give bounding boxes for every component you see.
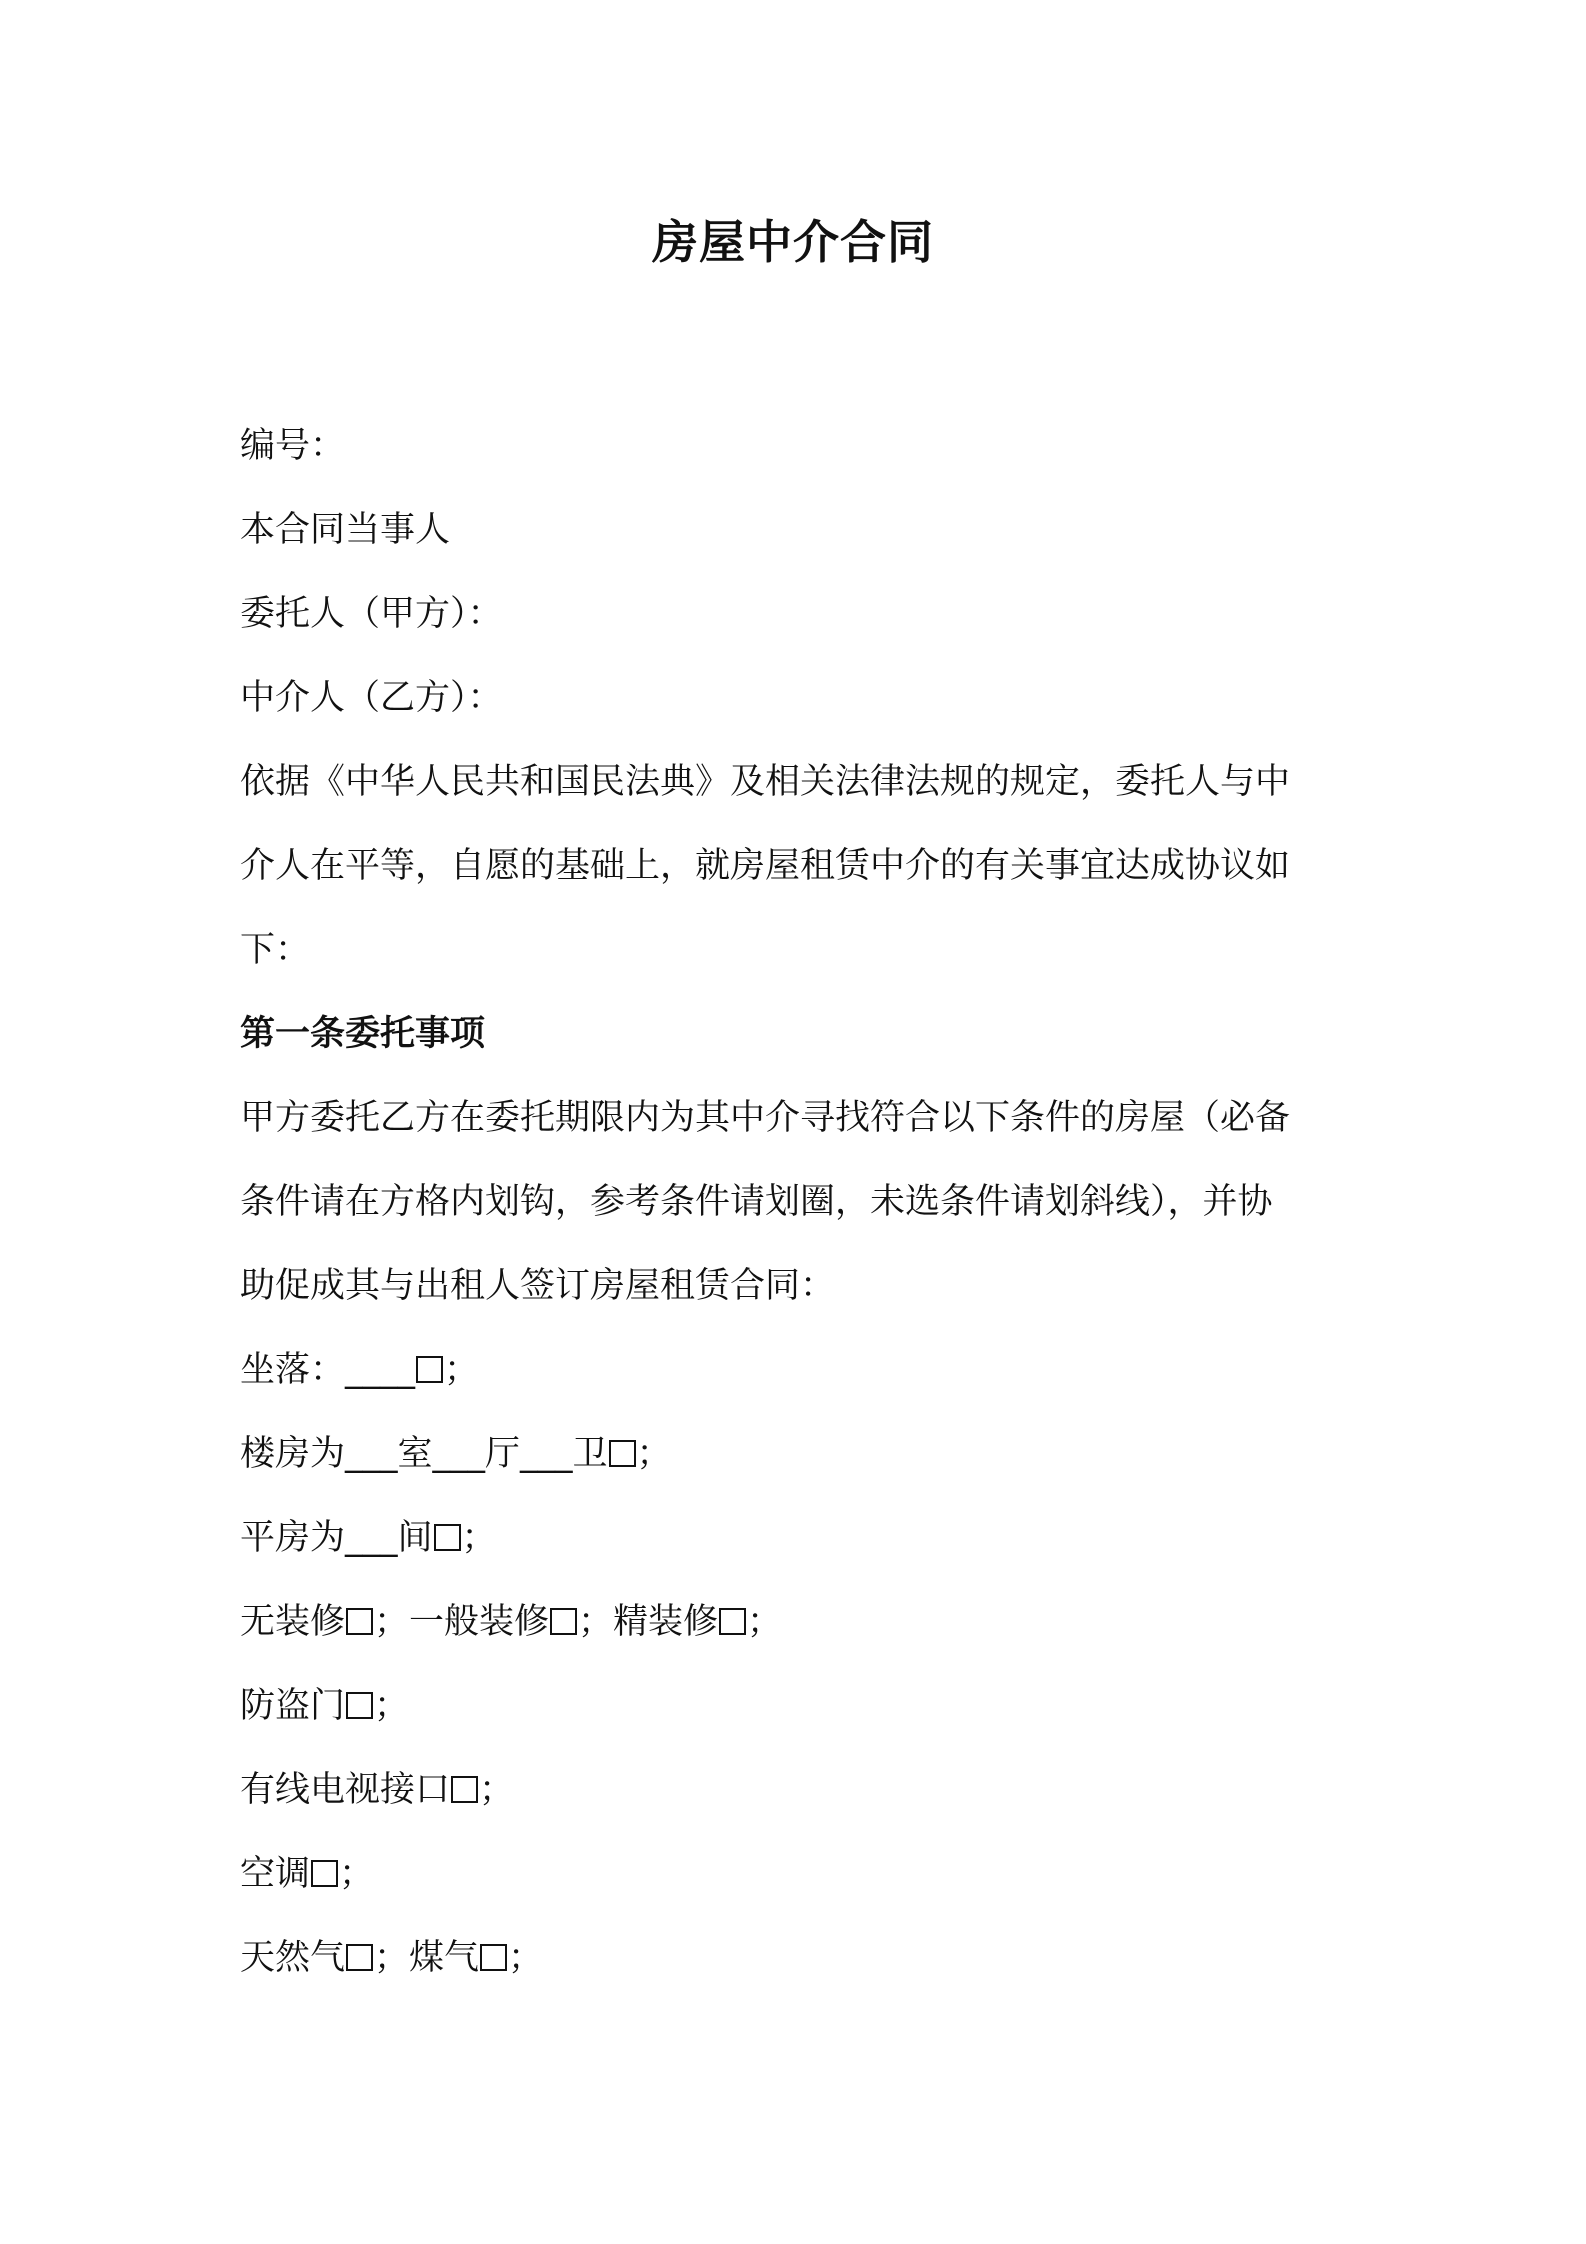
document-line: 编号： — [240, 426, 346, 466]
option-checkbox[interactable] — [416, 1356, 443, 1383]
document-line: 委托人（甲方）： — [240, 594, 503, 634]
option-checkbox[interactable] — [719, 1608, 746, 1635]
line-text: ； — [747, 1602, 783, 1642]
line-text: ； — [374, 1686, 410, 1726]
document-line — [240, 1496, 1360, 1580]
document-line — [240, 1412, 1360, 1496]
option-checkbox[interactable] — [480, 1944, 507, 1971]
line-text: ；煤气 — [374, 1938, 480, 1978]
document-line — [240, 1832, 1360, 1916]
document-line: 助促成其与出租人签订房屋租赁合同： — [240, 1266, 836, 1306]
line-text: ；一般装修 — [374, 1602, 550, 1642]
line-text: ； — [444, 1350, 480, 1390]
document-body — [240, 404, 1360, 2000]
document-line: 下： — [240, 930, 311, 970]
line-text: ； — [339, 1854, 375, 1894]
document-line: 介人在平等，自愿的基础上，就房屋租赁中介的有关事宜达成协议如 — [240, 846, 1291, 886]
line-text: 空调 — [240, 1854, 311, 1894]
line-text: 无装修 — [240, 1602, 346, 1642]
option-checkbox[interactable] — [550, 1608, 577, 1635]
option-checkbox[interactable] — [311, 1860, 338, 1887]
line-text: ； — [636, 1434, 672, 1474]
document-line: 条件请在方格内划钩，参考条件请划圈，未选条件请划斜线），并协 — [240, 1182, 1273, 1222]
document-line — [240, 1916, 1360, 2000]
line-text: 天然气 — [240, 1938, 346, 1978]
document-line — [240, 1664, 1360, 1748]
document-line — [240, 1748, 1360, 1832]
section-heading: 第一条委托事项 — [240, 1014, 486, 1054]
option-checkbox[interactable] — [451, 1776, 478, 1803]
document-line: 中介人（乙方）： — [240, 678, 503, 718]
line-text: 有线电视接口 — [240, 1770, 451, 1810]
document-line — [240, 1580, 1360, 1664]
line-text: 楼房为___室___厅___卫 — [240, 1434, 608, 1474]
line-text: ； — [461, 1518, 497, 1558]
option-checkbox[interactable] — [346, 1944, 373, 1971]
option-checkbox[interactable] — [434, 1524, 461, 1551]
option-checkbox[interactable] — [609, 1440, 636, 1467]
document-line — [240, 1328, 1360, 1412]
line-text: ； — [479, 1770, 515, 1810]
document-line: 依据《中华人民共和国民法典》及相关法律法规的规定，委托人与中 — [240, 762, 1291, 802]
line-text: ； — [508, 1938, 544, 1978]
line-text: ；精装修 — [578, 1602, 719, 1642]
document-title: 房屋中介合同 — [652, 215, 934, 269]
option-checkbox[interactable] — [346, 1608, 373, 1635]
line-text: 坐落：____ — [240, 1350, 416, 1390]
option-checkbox[interactable] — [346, 1692, 373, 1719]
line-text: 平房为___间 — [240, 1518, 433, 1558]
document-line: 甲方委托乙方在委托期限内为其中介寻找符合以下条件的房屋（必备 — [240, 1098, 1291, 1138]
document-line: 本合同当事人 — [240, 510, 451, 550]
line-text: 防盗门 — [240, 1686, 346, 1726]
